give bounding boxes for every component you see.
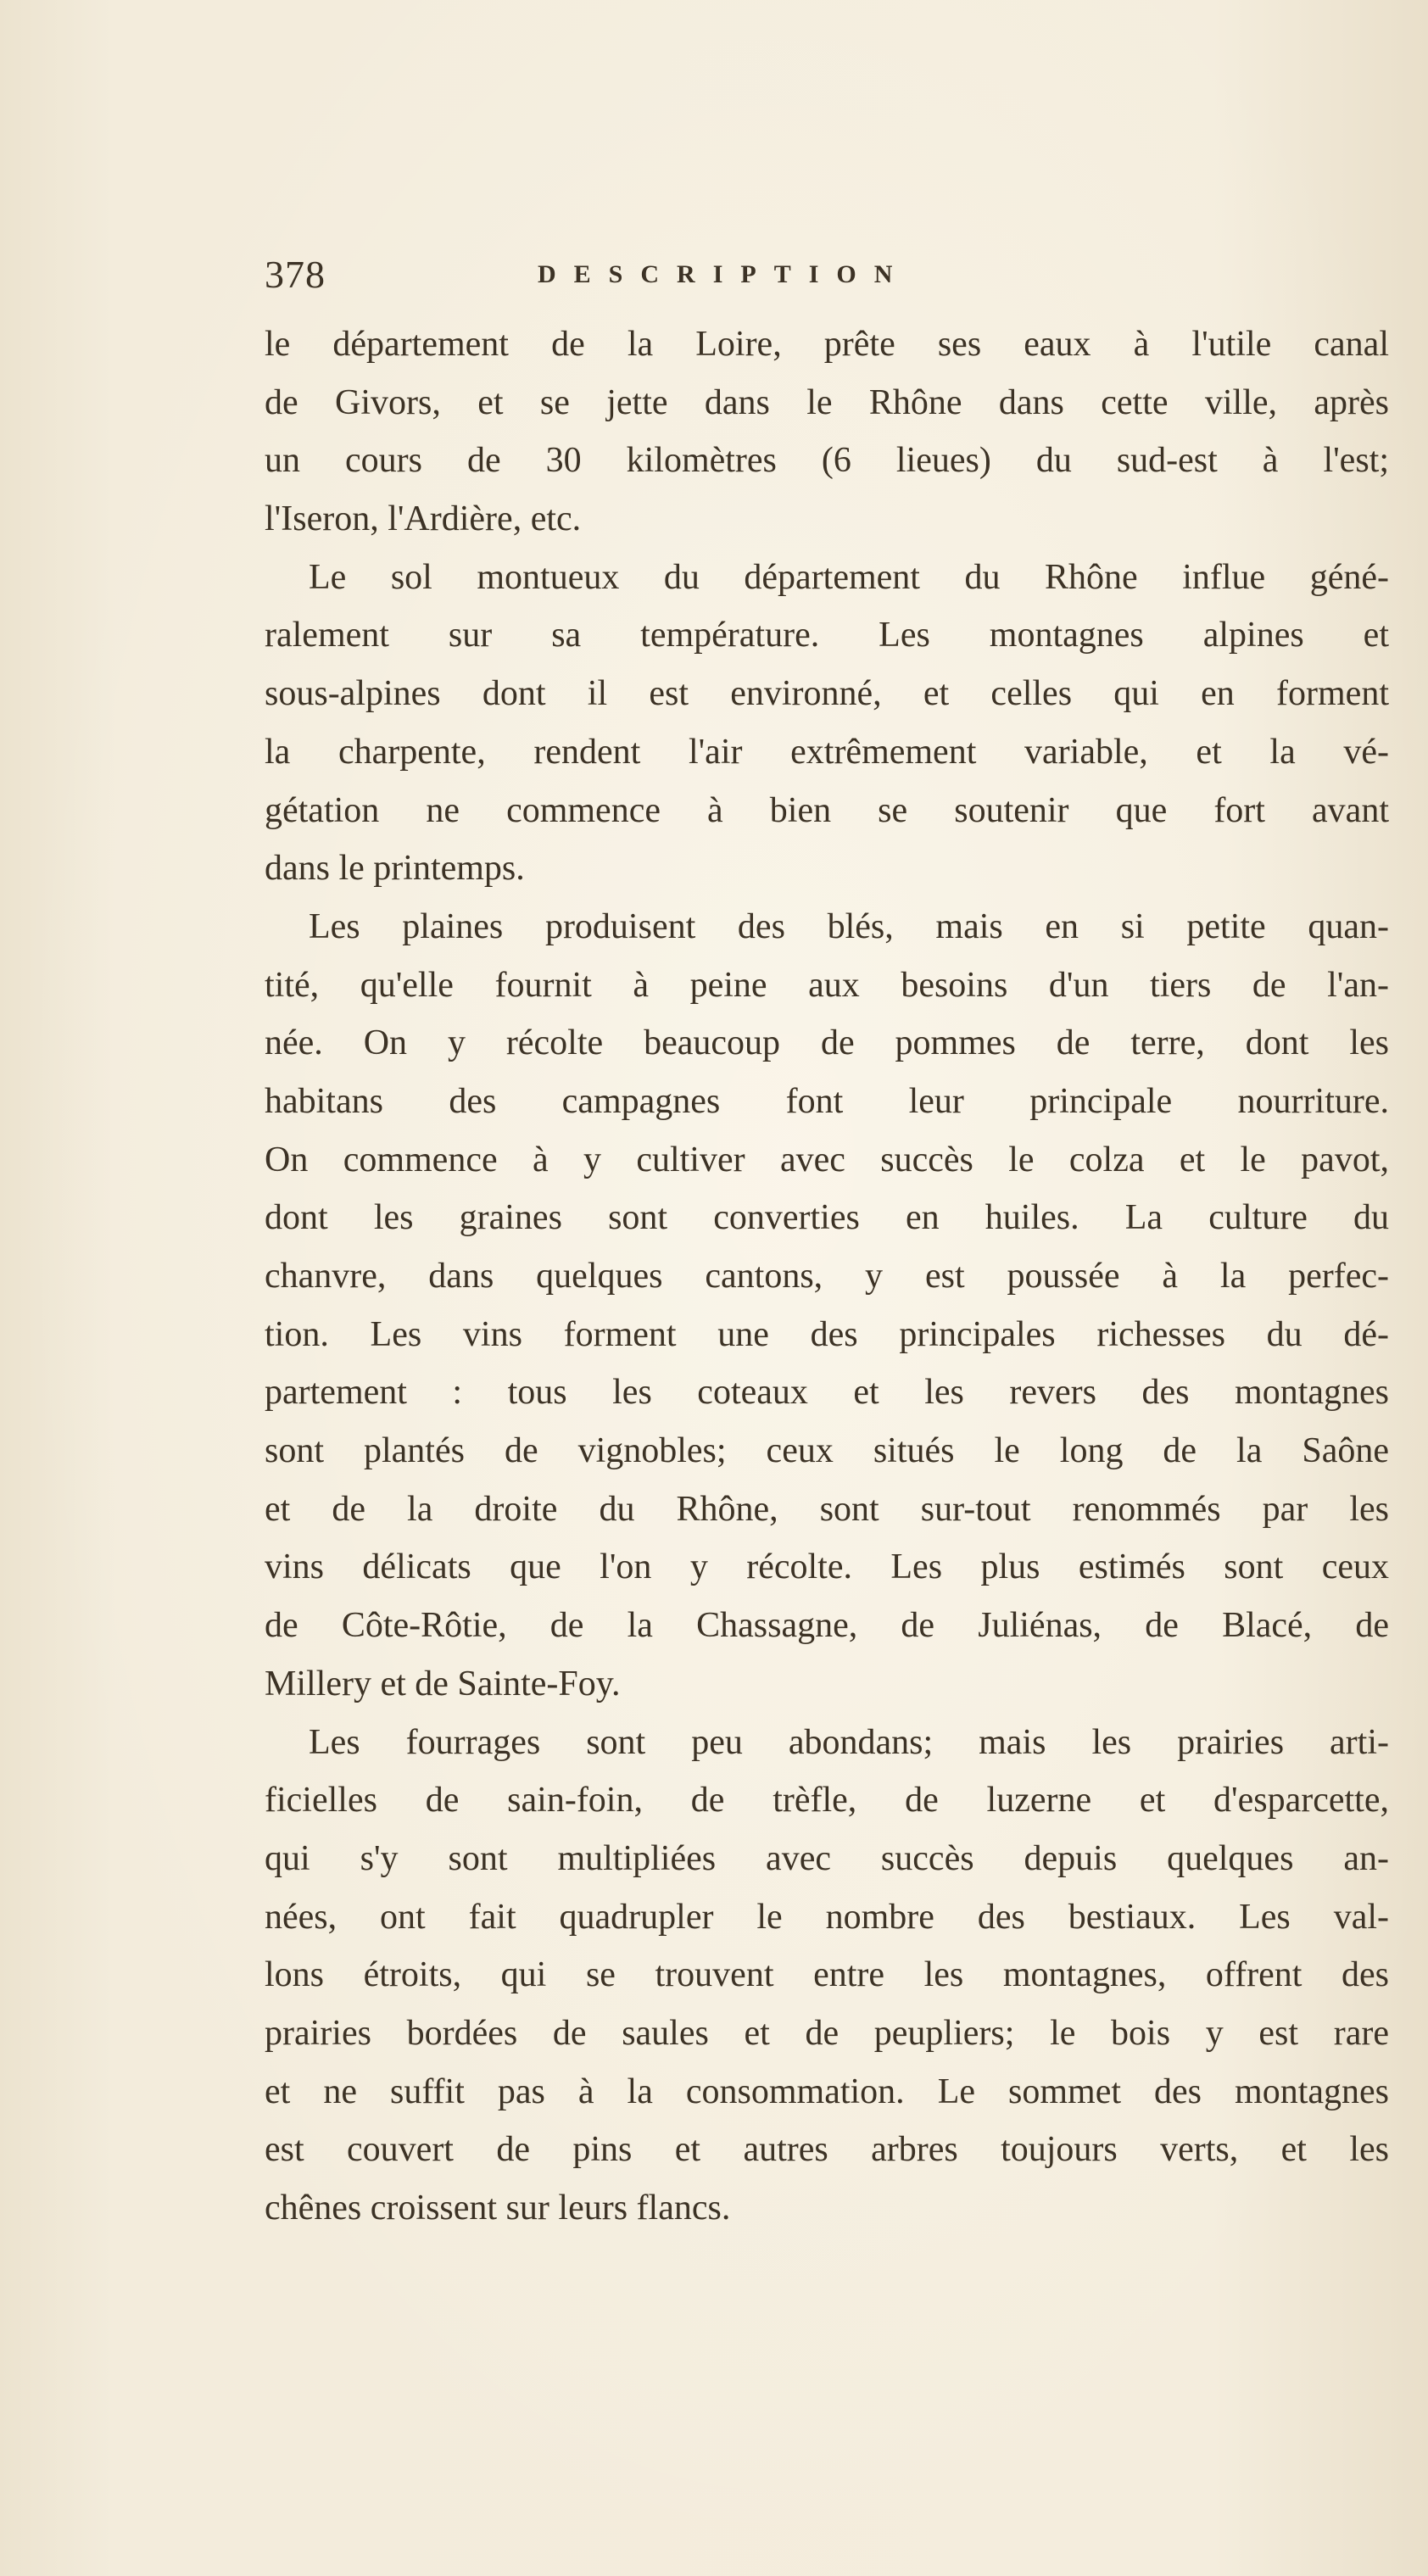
text-line: nées, ont fait quadrupler le nombre des bestiaux. Les val-: [265, 1897, 1389, 1937]
text-line: prairies bordées de saules et de peupliers; le bois y est rare: [265, 2013, 1389, 2053]
text-line: dont les graines sont converties en huiles. La culture du: [265, 1198, 1389, 1238]
text-line: qui s'y sont multipliées avec succès depuis quelques an-: [265, 1838, 1389, 1878]
text-line: tion. Les vins forment une des principales richesses du dé-: [265, 1314, 1389, 1354]
text-line: lons étroits, qui se trouvent entre les montagnes, offrent des: [265, 1955, 1389, 1995]
text-line: ficielles de sain-foin, de trèfle, de luzerne et d'esparcette,: [265, 1781, 1389, 1820]
text-line: gétation ne commence à bien se soutenir que fort avant: [265, 790, 1389, 830]
text-line: sont plantés de vignobles; ceux situés le long de la Saône: [265, 1431, 1389, 1471]
text-line: Le sol montueux du département du Rhône influe géné-: [309, 557, 1389, 597]
text-line: née. On y récolte beaucoup de pommes de terre, dont les: [265, 1023, 1389, 1063]
text-line: Les plaines produisent des blés, mais en si petite quan-: [309, 906, 1389, 946]
body-text: [265, 315, 1389, 2238]
text-line: chanvre, dans quelques cantons, y est poussée à la perfec-: [265, 1257, 1389, 1296]
text-line: vins délicats que l'on y récolte. Les plus estimés sont ceux: [265, 1547, 1389, 1587]
text-line: et de la droite du Rhône, sont sur-tout renommés par les: [265, 1489, 1389, 1529]
text-line: partement : tous les coteaux et les revers des montagnes: [265, 1373, 1389, 1413]
text-line: l'Iseron, l'Ardière, etc.: [265, 499, 582, 539]
page-header: [265, 243, 1113, 307]
text-line: ralement sur sa température. Les montagnes alpines et: [265, 616, 1389, 655]
text-line: et ne suffit pas à la consommation. Le sommet des montagnes: [265, 2071, 1389, 2111]
text-line: tité, qu'elle fournit à peine aux besoins d'un tiers de l'an-: [265, 965, 1389, 1005]
text-line: le département de la Loire, prête ses eaux à l'utile canal: [265, 325, 1389, 364]
text-line: est couvert de pins et autres arbres toujours verts, et les: [265, 2130, 1389, 2170]
text-line: Millery et de Sainte-Foy.: [265, 1664, 621, 1703]
page-number: 378: [265, 253, 326, 296]
text-line: de Givors, et se jette dans le Rhône dans cette ville, après: [265, 382, 1389, 422]
text-line: On commence à y cultiver avec succès le colza et le pavot,: [265, 1140, 1389, 1179]
text-line: la charpente, rendent l'air extrêmement variable, et la vé-: [265, 732, 1389, 772]
text-line: Les fourrages sont peu abondans; mais les prairies arti-: [309, 1722, 1389, 1762]
running-title: DESCRIPTION: [538, 260, 911, 288]
text-line: chênes croissent sur leurs flancs.: [265, 2188, 731, 2228]
text-line: de Côte-Rôtie, de la Chassagne, de Juliénas, de Blacé, de: [265, 1606, 1389, 1646]
text-line: sous-alpines dont il est environné, et celles qui en forment: [265, 674, 1389, 714]
text-line: dans le printemps.: [265, 849, 525, 889]
text-line: un cours de 30 kilomètres (6 lieues) du sud-est à l'est;: [265, 441, 1389, 481]
text-line: habitans des campagnes font leur principale nourriture.: [265, 1081, 1389, 1121]
